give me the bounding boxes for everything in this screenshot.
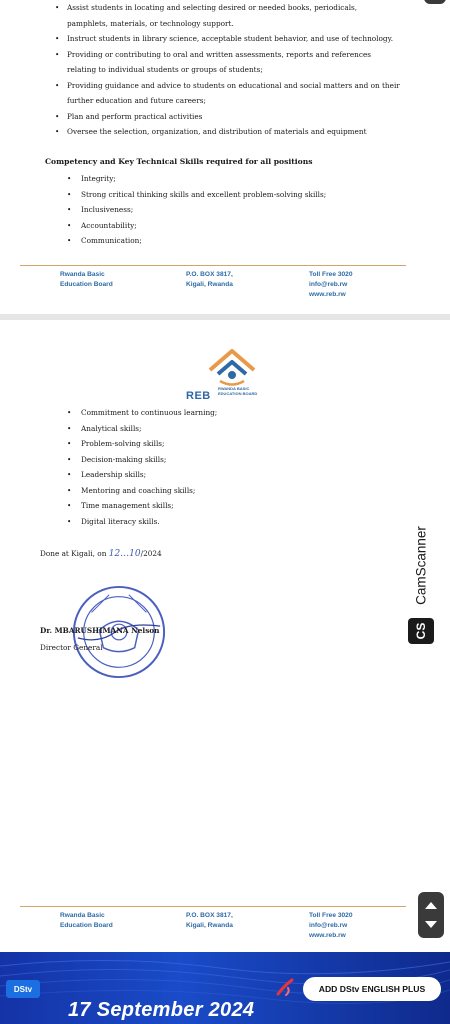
list-item: • Assist students in locating and selecting desired or needed books, periodicals, pamphlets, materials, or technology support. [55,0,400,31]
page-footer [20,906,406,946]
document-page-2 [0,320,450,952]
list-item: • Instruct students in library science, acceptable student behavior, and use of technology. [55,31,400,47]
footer-address-line: P.O. BOX 3817, [186,271,233,278]
document-page-1 [0,0,450,314]
done-at-line [40,549,162,559]
footer-address [186,911,233,931]
list-item: • Providing or contributing to oral and written assessments, reports and references relating to individual students or groups of students; [55,47,400,78]
ad-date: 17 September 2024 [68,999,255,1021]
sparkle-icon [274,976,296,998]
footer-website-link[interactable]: www.reb.rw [309,932,346,939]
ad-banner[interactable] [0,952,450,1024]
add-dstv-english-plus-button[interactable]: ADD DStv ENGLISH PLUS [303,977,441,1001]
scroll-up-icon[interactable] [425,902,437,909]
footer-address-line: Kigali, Rwanda [186,281,233,288]
list-item: • Time management skills; [67,498,387,514]
duties-list [55,0,400,140]
list-item: • Plan and perform practical activities [55,109,400,125]
list-item: • Analytical skills; [67,421,387,437]
done-suffix: /2024 [140,549,162,558]
page-scroll-control[interactable] [418,892,444,938]
done-prefix: Done at Kigali, on [40,549,109,558]
reb-fullname-line: EDUCATION BOARD [218,390,258,396]
footer-tollfree: Toll Free 3020 [309,271,353,278]
signer-name: Dr. MBARUSHIMANA Nelson [40,626,160,635]
footer-contact [309,270,353,300]
footer-email-link[interactable]: info@reb.rw [309,281,348,288]
footer-org-line: Rwanda Basic [60,271,105,278]
signer-title: Director General [40,643,103,652]
camscanner-badge-icon: CS [408,618,434,644]
reb-fullname [218,387,278,396]
footer-org [60,270,113,290]
footer-org-line: Rwanda Basic [60,912,105,919]
footer-org [60,911,113,931]
list-item: • Inclusiveness; [67,202,387,218]
footer-org-line: Education Board [60,281,113,288]
reb-abbr: REB [186,390,211,402]
list-item: • Leadership skills; [67,467,387,483]
footer-email-link[interactable]: info@reb.rw [309,922,348,929]
skills-heading: Competency and Key Technical Skills required for all positions [45,157,313,166]
footer-org-line: Education Board [60,922,113,929]
reb-logo [186,348,276,400]
footer-address [186,270,233,290]
reb-emblem-icon [206,348,258,386]
list-item: • Communication; [67,233,387,249]
reb-fullname-line: RWANDA BASIC [218,386,250,391]
list-item: • Strong critical thinking skills and excellent problem-solving skills; [67,187,387,203]
dstv-logo: DStv [6,980,40,998]
reb-wordmark [186,386,258,404]
list-item: • Oversee the selection, organization, and distribution of materials and equipment [55,124,400,140]
list-item: • Providing guidance and advice to students on educational and social matters and on their further education and future careers; [55,78,400,109]
list-item: • Integrity; [67,171,387,187]
skills-list-continued [67,405,387,529]
list-item: • Digital literacy skills. [67,514,387,530]
footer-website-link[interactable]: www.reb.rw [309,291,346,298]
camscanner-watermark [408,520,434,644]
skills-list [67,171,387,249]
footer-tollfree: Toll Free 3020 [309,912,353,919]
top-overlay-handle[interactable] [424,0,446,4]
handwritten-date: 12…10 [108,549,141,559]
footer-address-line: Kigali, Rwanda [186,922,233,929]
camscanner-text: CamScanner [413,526,429,605]
list-item: • Mentoring and coaching skills; [67,483,387,499]
list-item: • Decision-making skills; [67,452,387,468]
page-footer [20,265,406,305]
footer-address-line: P.O. BOX 3817, [186,912,233,919]
list-item: • Commitment to continuous learning; [67,405,387,421]
footer-contact [309,911,353,941]
list-item: • Accountability; [67,218,387,234]
scroll-down-icon[interactable] [425,921,437,928]
list-item: • Problem-solving skills; [67,436,387,452]
